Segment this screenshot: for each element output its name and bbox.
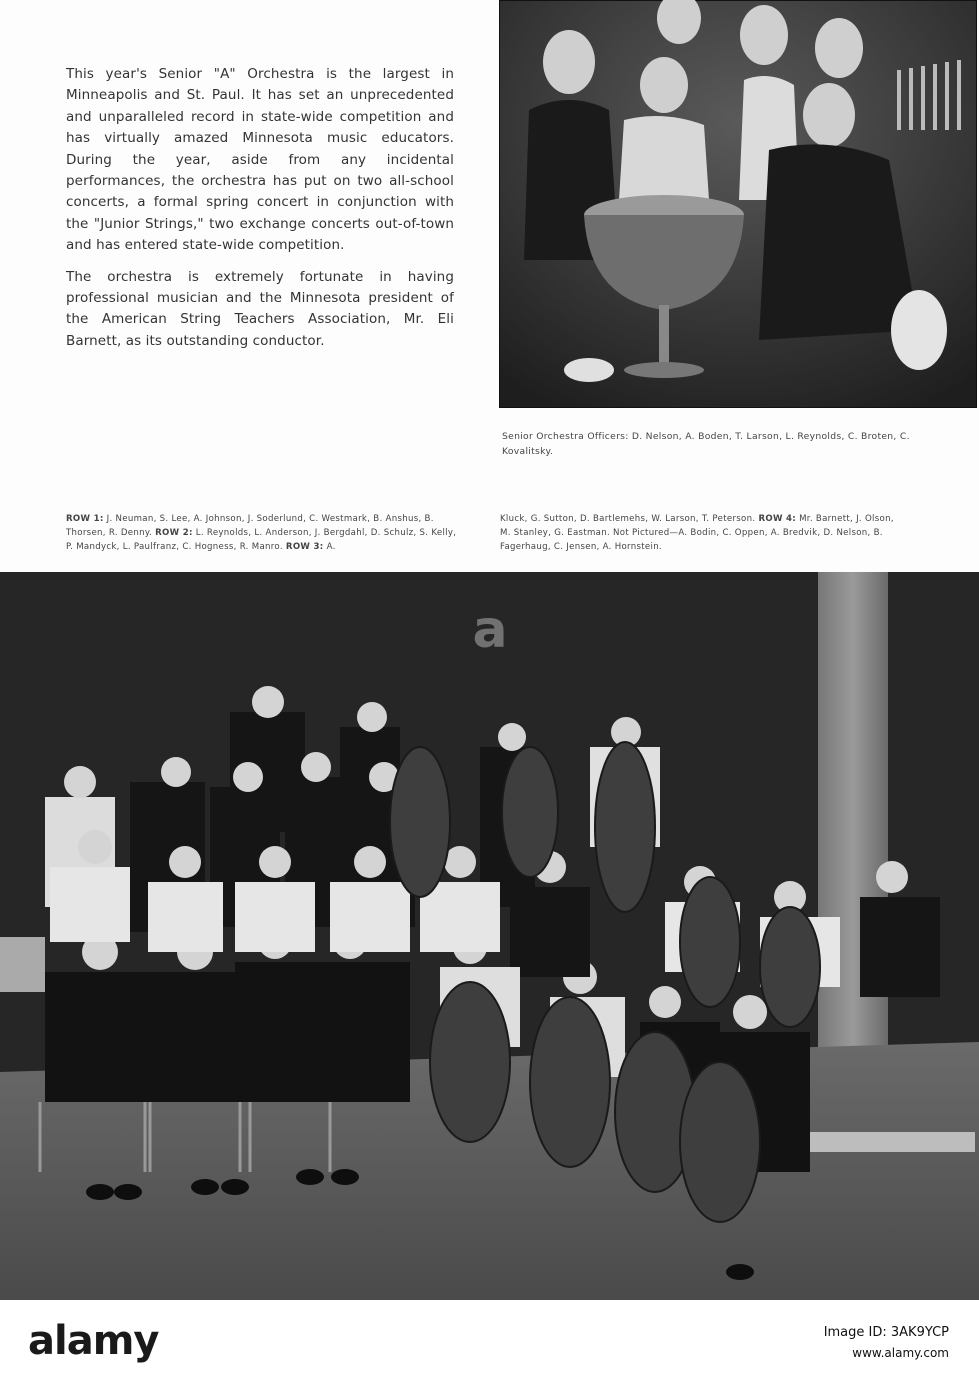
intro-paragraph-2: The orchestra is extremely fortunate in having professional musician and the Minnesota president of the American String Teachers Association, Mr. Eli Barnett, as its outstanding conductor.	[66, 268, 454, 349]
row3-label: ROW 3:	[285, 542, 324, 552]
row1-label: ROW 1:	[66, 514, 104, 524]
watermark-text: a	[472, 600, 508, 660]
officers-photo-illustration	[499, 0, 977, 408]
row4-names: Mr. Barnett, J. Olson, M. Stanley, G. Eastman. Not Pictured—A. Bodin, C. Oppen, A. Bredvik, D. Nelson, B. Fagerhaug, C. Jensen, A. Hornstein.	[500, 514, 894, 552]
intro-paragraph-1: This year's Senior "A" Orchestra is the largest in Minneapolis and St. Paul. It has set an unprecedented and unparalleled record in state-wide competition and has virtually amazed Minnesota music educators. During the year, aside from any incidental performances, the orchestra has put on two all-school concerts, a formal spring concert in conjunction with the "Junior Strings," two exchange concerts out-of-town and has entered state-wide competition.	[66, 66, 454, 254]
row3-names-cont: Kluck, G. Sutton, D. Bartlemehs, W. Larson, T. Peterson.	[500, 514, 759, 524]
roster-right	[500, 512, 900, 554]
roster-left	[66, 512, 458, 554]
officers-caption: Senior Orchestra Officers: D. Nelson, A. Boden, T. Larson, L. Reynolds, C. Broten, C. Kovalitsky.	[502, 431, 910, 457]
orchestra-photo-illustration	[0, 572, 979, 1300]
row1-names: J. Neuman, S. Lee, A. Johnson, J. Soderlund, C. Westmark, B. Anshus, B. Thorsen, R. Denny.	[66, 514, 434, 538]
row2-names: L. Reynolds, L. Anderson, J. Bergdahl, D. Schulz, S. Kelly, P. Mandyck, L. Paulfranz, C. Hogness, R. Manro.	[66, 528, 457, 552]
row3-names-start: A.	[323, 542, 336, 552]
alamy-logo: alamy	[28, 1318, 159, 1364]
officers-photo	[499, 0, 977, 408]
intro-text	[66, 64, 454, 362]
orchestra-photo	[0, 572, 979, 1300]
alamy-url: www.alamy.com	[852, 1346, 949, 1360]
row2-label: ROW 2:	[155, 528, 193, 538]
image-id: Image ID: 3AK9YCP	[823, 1325, 949, 1340]
row4-label: ROW 4:	[758, 514, 797, 524]
